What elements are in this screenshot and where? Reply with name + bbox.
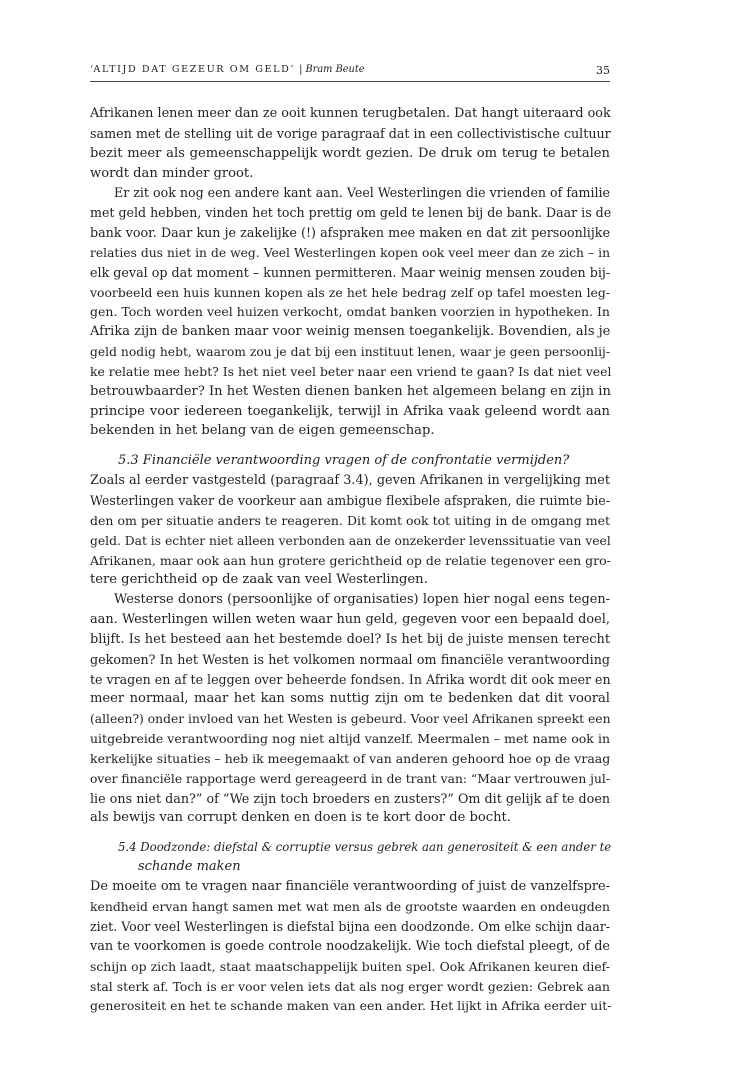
text-line: Afrikanen lenen meer dan ze ooit kunnen terugbetalen. Dat hangt uiteraard ook (90, 106, 611, 121)
text-line: stal sterk af. Toch is er voor velen iets dat als nog erger wordt gezien: Gebrek aan (90, 979, 610, 994)
text-line: te vragen en af te leggen over beheerde fondsen. In Afrika wordt dit ook meer en (90, 672, 611, 687)
text-line: lie ons niet dan?” of “We zijn toch broeders en zusters?” Om dit gelijk af te doen (90, 791, 610, 806)
text-line: over financiële rapportage werd gereageerd in de trant van: “Maar vertrouwen jul- (90, 772, 610, 786)
text-line: van te voorkomen is goede controle noodzakelijk. Wie toch diefstal pleegt, of de (90, 939, 610, 954)
text-line: met geld hebben, vinden het toch prettig om geld te lenen bij de bank. Daar is de (90, 205, 612, 220)
text-line: Westerlingen vaker de voorkeur aan ambigue flexibele afspraken, die ruimte bie- (90, 493, 610, 508)
text-line: meer normaal, maar het kan soms nuttig zijn om te bedenken dat dit vooral (90, 691, 610, 706)
text-line: Afrikanen, maar ook aan hun grotere gerichtheid op de relatie tegenover een gro- (90, 553, 611, 568)
author-name: Bram Beute (305, 64, 365, 75)
section-heading-5-4: 5.4 Doodzonde: diefstal & corruptie versus gebrek aan generositeit & een ander te (118, 840, 612, 854)
text-line: bezit meer als gemeenschappelijk wordt gezien. De druk om terug te betalen (90, 146, 610, 161)
text-line: ke relatie mee hebt? Is het niet veel beter naar een vriend te gaan? Is dat niet veel (90, 364, 612, 379)
text-line: relaties dus niet in de weg. Veel Westerlingen kopen ook veel meer dan ze zich – in (90, 246, 610, 260)
page-number: 35 (596, 64, 610, 77)
text-line: Zoals al eerder vastgesteld (paragraaf 3.4), geven Afrikanen in vergelijking met (90, 473, 610, 488)
running-head (90, 62, 610, 80)
text-line: principe voor iedereen toegankelijk, terwijl in Afrika vaak geleend wordt aan (90, 404, 610, 419)
text-line: tere gerichtheid op de zaak van veel Westerlingen. (90, 572, 428, 587)
text-line: aan. Westerlingen willen weten waar hun geld, gegeven voor een bepaald doel, (90, 612, 610, 627)
text-line: bekenden in het belang van de eigen gemeenschap. (90, 423, 435, 438)
running-head-title (90, 64, 365, 75)
text-line: schijn op zich laadt, staat maatschappelijk buiten spel. Ook Afrikanen keuren dief- (90, 959, 610, 974)
text-line: ziet. Voor veel Westerlingen is diefstal bijna een doodzonde. Om elke schijn daar- (90, 919, 610, 934)
running-head-separator: | (299, 64, 303, 75)
text-line: elk geval op dat moment – kunnen permitteren. Maar weinig mensen zouden bij- (90, 265, 611, 280)
text-line: Er zit ook nog een andere kant aan. Veel Westerlingen die vrienden of familie (114, 185, 610, 200)
text-line: samen met de stelling uit de vorige paragraaf dat in een collectivistische cultuur (90, 126, 611, 141)
chapter-title: ‘ALTIJD DAT GEZEUR OM GELD’ (90, 64, 296, 75)
text-line: uitgebreide verantwoording nog niet altijd vanzelf. Meermalen – met name ook in (90, 731, 610, 746)
text-line: betrouwbaarder? In het Westen dienen banken het algemeen belang en zijn in (90, 384, 611, 399)
text-line: kerkelijke situaties – heb ik meegemaakt of van anderen gehoord hoe op de vraag (90, 751, 611, 766)
text-line: wordt dan minder groot. (90, 166, 254, 181)
text-line: voorbeeld een huis kunnen kopen als ze het hele bedrag zelf op tafel moesten leg- (90, 285, 610, 300)
section-heading-5-4-cont: schande maken (138, 859, 241, 874)
text-line: als bewijs van corrupt denken en doen is te kort door de bocht. (90, 810, 511, 825)
text-line: gekomen? In het Westen is het volkomen normaal om financiële verantwoording (90, 652, 610, 667)
text-line: Westerse donors (persoonlijke of organisaties) lopen hier nogal eens tegen- (114, 592, 610, 607)
text-line: geld nodig hebt, waarom zou je dat bij een instituut lenen, waar je geen persoonlij- (90, 345, 610, 359)
text-line: gen. Toch worden veel huizen verkocht, omdat banken voorzien in hypotheken. In (90, 304, 610, 319)
text-line: De moeite om te vragen naar financiële verantwoording of juist de vanzelfspre- (90, 879, 610, 894)
header-rule (90, 81, 610, 82)
text-line: (alleen?) onder invloed van het Westen is gebeurd. Voor veel Afrikanen spreekt een (90, 712, 611, 726)
text-line: geld. Dat is echter niet alleen verbonden aan de onzekerder levenssituatie van veel (90, 534, 611, 548)
text-line: generositeit en het te schande maken van een ander. Het lijkt in Afrika eerder uit- (90, 998, 612, 1013)
text-line: den om per situatie anders te reageren. Dit komt ook tot uiting in de omgang met (90, 513, 610, 528)
text-line: bank voor. Daar kun je zakelijke (!) afspraken mee maken en dat zit persoonlijke (90, 225, 610, 240)
section-heading-5-3: 5.3 Financiële verantwoording vragen of de confrontatie vermijden? (118, 453, 570, 468)
text-line: kendheid ervan hangt samen met wat men als de grootste waarden en ondeugden (90, 899, 610, 914)
text-line: Afrika zijn de banken maar voor weinig mensen toegankelijk. Bovendien, als je (90, 324, 611, 339)
text-line: blijft. Is het besteed aan het bestemde doel? Is het bij de juiste mensen terecht (90, 632, 610, 647)
